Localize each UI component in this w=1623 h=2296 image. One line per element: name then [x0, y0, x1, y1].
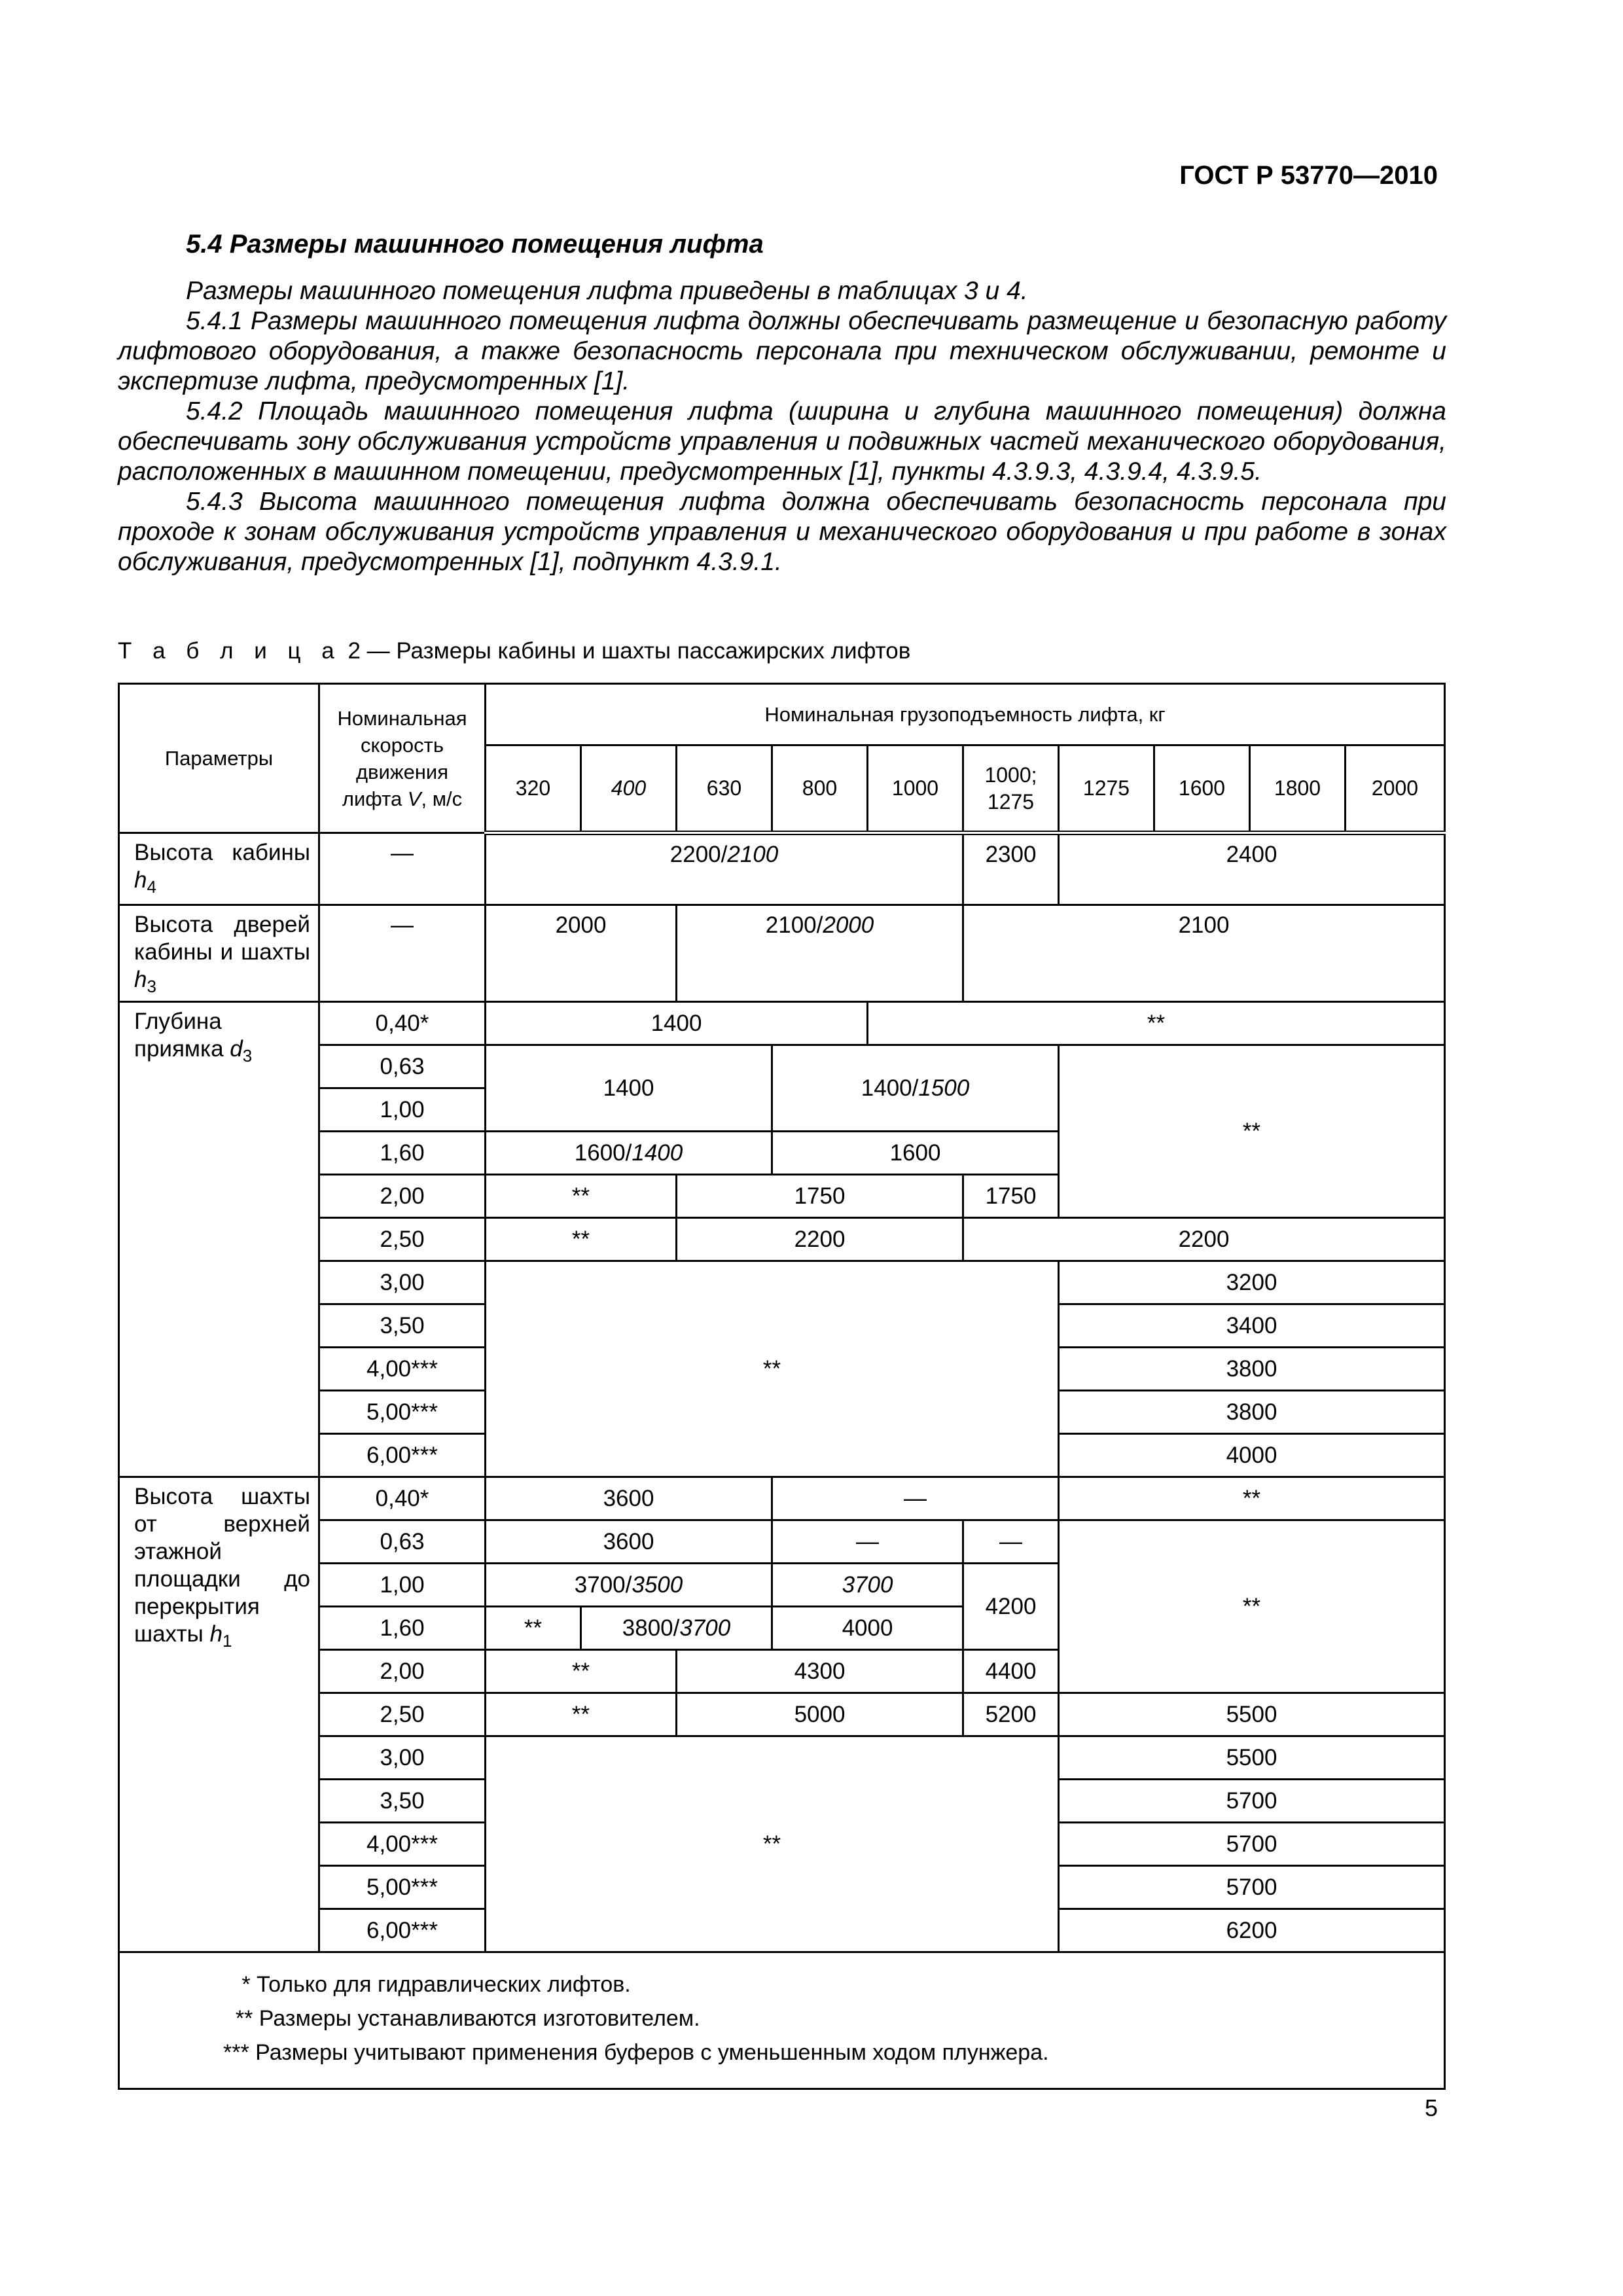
shaft-200-value-b: 4300: [677, 1650, 963, 1693]
pit-040-value-b: **: [868, 1002, 1445, 1045]
pit-250-value-a: **: [486, 1218, 677, 1261]
cabin-height-value-1a: 2200/: [669, 842, 728, 867]
load-1600: 1600: [1154, 745, 1250, 833]
pit-speed-100: 1,00: [319, 1088, 486, 1132]
shaft-500-value: 5700: [1059, 1866, 1445, 1909]
cabin-height-value-3: 2400: [1059, 833, 1445, 905]
pit-speed-250: 2,50: [319, 1218, 486, 1261]
shaft-speed-400: 4,00***: [319, 1823, 486, 1866]
shaft-063-value-a: 3600: [486, 1520, 772, 1564]
shaft-100-value-b: 3700: [772, 1564, 963, 1607]
shaft-speed-250: 2,50: [319, 1693, 486, 1736]
cabin-height-text: Высота кабины: [134, 840, 310, 865]
page-number: 5: [1424, 2094, 1438, 2121]
door-height-value-3: 2100: [963, 905, 1445, 1002]
pit-500-value: 3800: [1059, 1391, 1445, 1434]
header-speed-text: Номинальная скорость движения лифта: [337, 706, 467, 810]
header-speed-symbol: V: [407, 787, 421, 810]
load-1000-1275: 1000; 1275: [963, 745, 1059, 833]
cabin-height-label: [119, 833, 319, 905]
pit-040-value-a: 1400: [486, 1002, 868, 1045]
pit-350-value: 3400: [1059, 1304, 1445, 1348]
shaft-300-value: 5500: [1059, 1736, 1445, 1780]
pit-depth-subscript: 3: [242, 1046, 253, 1066]
pit-300-value: 3200: [1059, 1261, 1445, 1304]
pit-high-speed-star: **: [486, 1261, 1059, 1477]
shaft-040-value-b: —: [772, 1477, 1059, 1520]
door-height-label: [119, 905, 319, 1002]
cabin-height-speed: —: [319, 833, 486, 905]
header-params: Параметры: [119, 684, 319, 833]
shaft-250-value-c: 5200: [963, 1693, 1059, 1736]
shaft-250-value-a: **: [486, 1693, 677, 1736]
shaft-100-value-a: [486, 1564, 772, 1607]
shaft-200-value-c: 4400: [963, 1650, 1059, 1693]
shaft-100-value-a1: 3700/: [574, 1571, 632, 1598]
pit-depth-symbol: d: [230, 1036, 243, 1062]
load-1275: 1275: [1059, 745, 1154, 833]
intro-paragraph: Размеры машинного помещения лифта приведены в таблицах 3 и 4.: [186, 277, 1028, 305]
header-capacity: Номинальная грузоподъемность лифта, кг: [486, 684, 1445, 745]
table-caption: [118, 638, 910, 664]
load-320: 320: [486, 745, 581, 833]
paragraph-5-4-1: 5.4.1 Размеры машинного помещения лифта должны обеспечивать размещение и безопасную работу лифтового оборудования, а также безопасность персонала при техническом обслуживании, ремонте и экспертизе лифта, предусмотренных [1].: [118, 307, 1446, 395]
cabin-height-subscript: 4: [147, 877, 156, 897]
pit-speed-300: 3,00: [319, 1261, 486, 1304]
door-height-value-2a: 2100/: [765, 912, 823, 938]
header-speed-unit: , м/с: [421, 787, 463, 810]
pit-speed-600: 6,00***: [319, 1434, 486, 1477]
cabin-height-symbol: h: [134, 867, 147, 893]
shaft-063-value-b: —: [772, 1520, 963, 1564]
shaft-speed-040: 0,40*: [319, 1477, 486, 1520]
shaft-600-value: 6200: [1059, 1909, 1445, 1952]
shaft-speed-200: 2,00: [319, 1650, 486, 1693]
shaft-height-symbol: h: [209, 1621, 223, 1647]
pit-063-value-c: **: [1059, 1045, 1445, 1218]
load-400: 400: [581, 745, 677, 833]
shaft-063-value-d: **: [1059, 1520, 1445, 1693]
pit-200-value-c: 1750: [963, 1175, 1059, 1218]
cabin-height-value-2: 2300: [963, 833, 1059, 905]
note-buffers: *** Размеры учитывают применения буферов с уменьшенным ходом плунжера.: [223, 2040, 1049, 2065]
pit-160-value-a: [486, 1132, 772, 1175]
cabin-height-row: [119, 833, 1445, 905]
door-height-row: [119, 905, 1445, 1002]
table-caption-title: 2 — Размеры кабины и шахты пассажирских лифтов: [341, 638, 911, 664]
header-row-1: [119, 684, 1445, 745]
pit-speed-200: 2,00: [319, 1175, 486, 1218]
shaft-speed-600: 6,00***: [319, 1909, 486, 1952]
shaft-100-value-a2: 3500: [632, 1571, 683, 1598]
shaft-160-value-b2: 3700: [679, 1615, 731, 1641]
load-1000: 1000: [868, 745, 963, 833]
pit-063-value-b2: 1500: [918, 1075, 970, 1101]
shaft-350-value: 5700: [1059, 1780, 1445, 1823]
load-800: 800: [772, 745, 868, 833]
shaft-040-value-c: **: [1059, 1477, 1445, 1520]
load-1800: 1800: [1250, 745, 1346, 833]
shaft-speed-100: 1,00: [319, 1564, 486, 1607]
pit-200-value-b: 1750: [677, 1175, 963, 1218]
pit-speed-500: 5,00***: [319, 1391, 486, 1434]
pit-speed-063: 0,63: [319, 1045, 486, 1088]
pit-depth-text: Глубина приямка: [134, 1009, 230, 1062]
shaft-speed-350: 3,50: [319, 1780, 486, 1823]
shaft-height-label: [119, 1477, 319, 1952]
door-height-symbol: h: [134, 967, 147, 992]
paragraph-5-4-2: 5.4.2 Площадь машинного помещения лифта (ширина и глубина машинного помещения) должна обеспечивать зону обслуживания устройств управления и подвижных частей механического оборудования, расположенных в машинном помещении, предусмотренных [1], пункты 4.3.9.3, 4.3.9.4, 4.3.9.5.: [118, 397, 1446, 486]
door-height-text: Высота дверей кабины и шахты: [134, 912, 310, 965]
shaft-speed-500: 5,00***: [319, 1866, 486, 1909]
dimensions-table: [118, 683, 1446, 2090]
cabin-height-value-1b: 2100: [727, 842, 779, 867]
shaft-100-value-c: 4200: [963, 1564, 1059, 1650]
cabin-height-value-1: [486, 833, 963, 905]
load-630: 630: [677, 745, 772, 833]
pit-speed-040: 0,40*: [319, 1002, 486, 1045]
pit-160-value-b: 1600: [772, 1132, 1059, 1175]
pit-speed-400: 4,00***: [319, 1348, 486, 1391]
shaft-160-value-a: **: [486, 1607, 581, 1650]
load-2000: 2000: [1346, 745, 1445, 833]
door-height-speed: —: [319, 905, 486, 1002]
shaft-160-value-c: 4000: [772, 1607, 963, 1650]
pit-200-value-a: **: [486, 1175, 677, 1218]
shaft-250-value-b: 5000: [677, 1693, 963, 1736]
shaft-040-value-a: 3600: [486, 1477, 772, 1520]
shaft-high-speed-star: **: [486, 1736, 1059, 1952]
shaft-height-text: Высота шахты от верхней этажной площадки до перекрытия шахты: [134, 1484, 310, 1647]
pit-063-value-a: 1400: [486, 1045, 772, 1132]
pit-row-040: [119, 1002, 1445, 1045]
table-caption-label: Т а б л и ц а: [118, 638, 342, 664]
table-notes: [119, 1952, 1445, 2089]
shaft-063-value-c: —: [963, 1520, 1059, 1564]
shaft-speed-300: 3,00: [319, 1736, 486, 1780]
notes-row: [119, 1952, 1445, 2089]
pit-400-value: 3800: [1059, 1348, 1445, 1391]
pit-250-value-b: 2200: [677, 1218, 963, 1261]
pit-063-value-b: [772, 1045, 1059, 1132]
shaft-160-value-b1: 3800/: [622, 1615, 680, 1641]
pit-160-value-a2: 1400: [632, 1139, 683, 1166]
shaft-speed-063: 0,63: [319, 1520, 486, 1564]
note-hydraulic: * Только для гидравлических лифтов.: [223, 1972, 631, 1997]
document-code: ГОСТ Р 53770—2010: [1179, 161, 1438, 190]
door-height-value-2b: 2000: [823, 912, 874, 938]
header-speed: [319, 684, 486, 833]
shaft-row-040: [119, 1477, 1445, 1520]
shaft-height-subscript: 1: [223, 1631, 232, 1651]
section-text: [118, 229, 1446, 577]
shaft-speed-160: 1,60: [319, 1607, 486, 1650]
pit-063-value-b1: 1400/: [861, 1075, 919, 1101]
pit-depth-label: [119, 1002, 319, 1477]
note-manufacturer: ** Размеры устанавливаются изготовителем.: [223, 2006, 700, 2031]
pit-speed-160: 1,60: [319, 1132, 486, 1175]
shaft-160-value-b: [581, 1607, 772, 1650]
paragraph-5-4-3: 5.4.3 Высота машинного помещения лифта должна обеспечивать безопасность персонала при проходе к зонам обслуживания устройств управления и механического оборудования и при работе в зонах обслуживания, предусмотренных [1], подпункт 4.3.9.1.: [118, 488, 1446, 576]
door-height-value-2: [677, 905, 963, 1002]
pit-speed-350: 3,50: [319, 1304, 486, 1348]
section-heading: 5.4 Размеры машинного помещения лифта: [186, 230, 764, 259]
pit-250-value-c: 2200: [963, 1218, 1445, 1261]
pit-160-value-a1: 1600/: [574, 1139, 632, 1166]
shaft-200-value-a: **: [486, 1650, 677, 1693]
table-container: [118, 683, 1444, 2090]
shaft-250-value-d: 5500: [1059, 1693, 1445, 1736]
door-height-subscript: 3: [147, 977, 156, 996]
pit-600-value: 4000: [1059, 1434, 1445, 1477]
door-height-value-1: 2000: [486, 905, 677, 1002]
shaft-400-value: 5700: [1059, 1823, 1445, 1866]
